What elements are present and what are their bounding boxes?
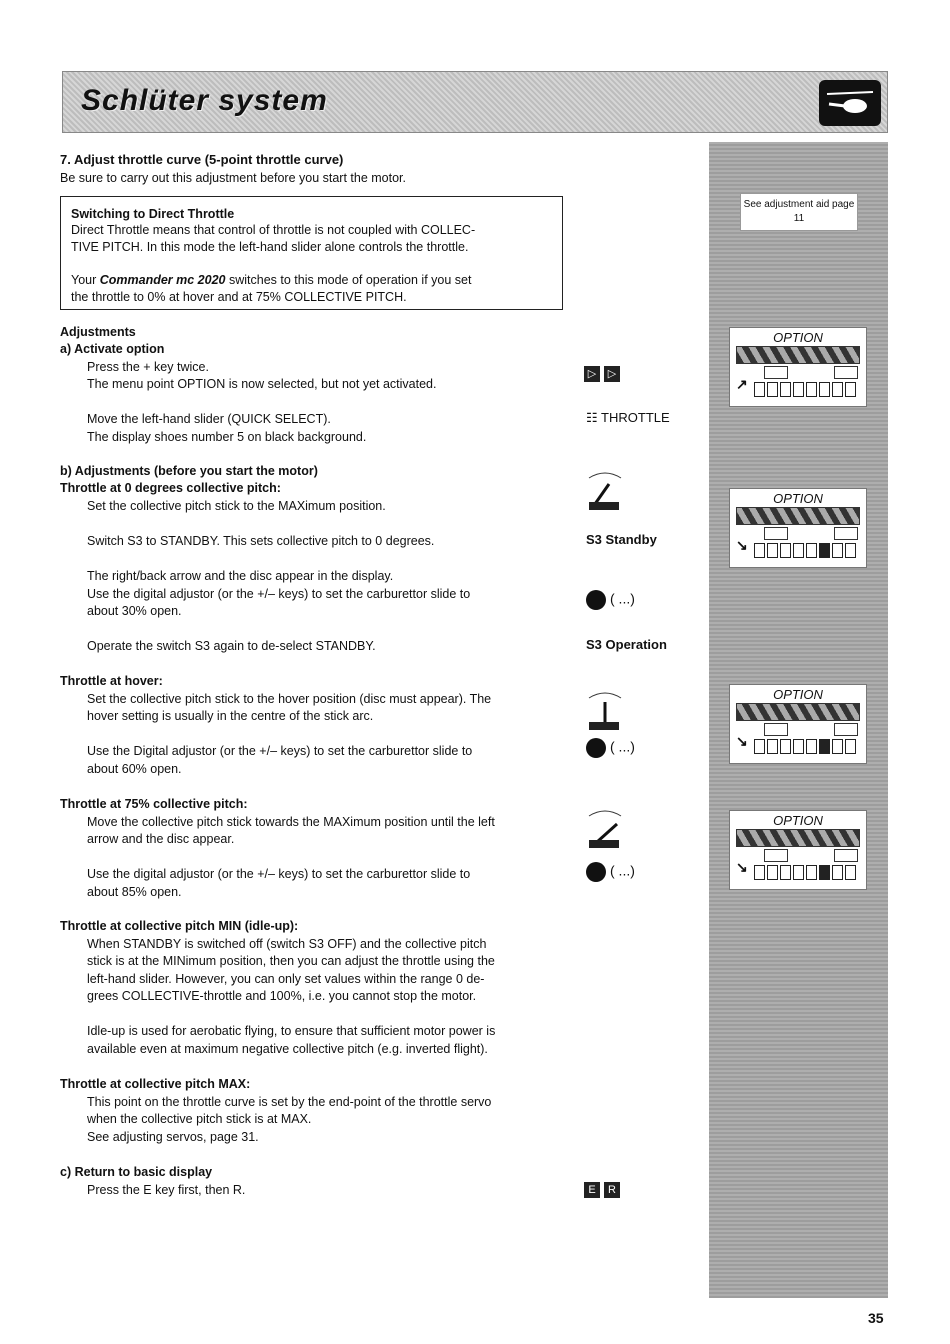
text-line: left-hand slider. However, you can only set values within the range 0 de-	[87, 972, 485, 986]
lcd-display-4: OPTION ↘	[729, 810, 867, 890]
box-heading: Switching to Direct Throttle	[71, 207, 235, 221]
s3-standby-label: S3 Standby	[586, 532, 657, 547]
text-line: This point on the throttle curve is set by the end-point of the throttle servo	[87, 1095, 492, 1109]
lcd-display-1: OPTION ↗	[729, 327, 867, 407]
box-line: TIVE PITCH. In this mode the left-hand slider alone controls the throttle.	[71, 240, 469, 254]
text-line: See adjusting servos, page 31.	[87, 1130, 259, 1144]
subheading: Throttle at 75% collective pitch:	[60, 797, 248, 811]
subheading: Throttle at collective pitch MIN (idle-up):	[60, 919, 299, 933]
section-title: 7. Adjust throttle curve (5-point throttle curve)	[60, 152, 344, 167]
helicopter-icon	[819, 80, 881, 126]
curve-icon: ↘	[736, 733, 748, 749]
text-line: hover setting is usually in the centre of the stick arc.	[87, 709, 374, 723]
plus-key-icons: ▷ ▷	[584, 364, 624, 382]
page-number: 35	[868, 1310, 884, 1326]
text-line: Move the left-hand slider (QUICK SELECT).	[87, 412, 331, 426]
box-line: the throttle to 0% at hover and at 75% COLLECTIVE PITCH.	[71, 290, 407, 304]
digital-adjustor-icon: ( ...)	[586, 738, 635, 758]
text-line: Use the digital adjustor (or the +/– keys) to set the carburettor slide to	[87, 587, 471, 601]
text-line: Operate the switch S3 again to de-select STANDBY.	[87, 639, 376, 653]
text-line: about 30% open.	[87, 604, 182, 618]
box-line: Your Commander mc 2020 switches to this mode of operation if you set	[71, 273, 472, 287]
subheading: Throttle at collective pitch MAX:	[60, 1077, 251, 1091]
text-line: The menu point OPTION is now selected, but not yet activated.	[87, 377, 437, 391]
adjustments-heading: Adjustments	[60, 325, 136, 339]
text-line: Press the + key twice.	[87, 360, 209, 374]
text-line: The right/back arrow and the disc appear in the display.	[87, 569, 394, 583]
text-line: when the collective pitch stick is at MAX.	[87, 1112, 312, 1126]
step-b-heading: b) Adjustments (before you start the motor)	[60, 464, 318, 478]
header-banner	[62, 71, 888, 133]
stick-icon	[585, 688, 625, 734]
text-line: Idle-up is used for aerobatic flying, to ensure that sufficient motor power is	[87, 1024, 496, 1038]
text-line: Switch S3 to STANDBY. This sets collective pitch to 0 degrees.	[87, 534, 435, 548]
text-line: arrow and the disc appear.	[87, 832, 235, 846]
e-r-key-icons: E R	[584, 1180, 624, 1198]
slider-icon: ☷	[586, 410, 598, 425]
text-line: Press the E key first, then R.	[87, 1183, 246, 1197]
text-line: about 85% open.	[87, 885, 182, 899]
text-line: Move the collective pitch stick towards the MAXimum position until the left	[87, 815, 495, 829]
adjustment-aid-note: See adjustment aid page 11	[740, 193, 858, 231]
digital-adjustor-icon: ( ...)	[586, 862, 635, 882]
curve-icon: ↗	[736, 376, 748, 392]
curve-icon: ↘	[736, 537, 748, 553]
subheading: Throttle at hover:	[60, 674, 163, 688]
text-line: available even at maximum negative collective pitch (e.g. inverted flight).	[87, 1042, 488, 1056]
text-line: stick is at the MINimum position, then you can adjust the throttle using the	[87, 954, 495, 968]
subheading: Throttle at 0 degrees collective pitch:	[60, 481, 281, 495]
text-line: The display shoes number 5 on black background.	[87, 430, 367, 444]
step-a-heading: a) Activate option	[60, 342, 165, 356]
stick-icon	[585, 468, 625, 514]
s3-operation-label: S3 Operation	[586, 637, 667, 652]
text-line: Set the collective pitch stick to the hover position (disc must appear). The	[87, 692, 492, 706]
text-line: Set the collective pitch stick to the MAXimum position.	[87, 499, 386, 513]
step-c-heading: c) Return to basic display	[60, 1165, 213, 1179]
curve-icon: ↘	[736, 859, 748, 875]
section-intro: Be sure to carry out this adjustment before you start the motor.	[60, 171, 407, 185]
text-line: Use the digital adjustor (or the +/– keys) to set the carburettor slide to	[87, 867, 471, 881]
digital-adjustor-icon: ( ...)	[586, 590, 635, 610]
box-line: Direct Throttle means that control of throttle is not coupled with COLLEC-	[71, 223, 476, 237]
text-line: When STANDBY is switched off (switch S3 OFF) and the collective pitch	[87, 937, 487, 951]
text-line: about 60% open.	[87, 762, 182, 776]
page-title: Schlüter system	[81, 84, 328, 117]
lcd-display-3: OPTION ↘	[729, 684, 867, 764]
stick-icon	[585, 806, 625, 852]
text-line: Use the Digital adjustor (or the +/– keys) to set the carburettor slide to	[87, 744, 473, 758]
lcd-display-2: OPTION ↘	[729, 488, 867, 568]
text-line: grees COLLECTIVE-throttle and 100%, i.e. you cannot stop the motor.	[87, 989, 477, 1003]
throttle-slider-label: ☷ THROTTLE	[586, 410, 670, 425]
